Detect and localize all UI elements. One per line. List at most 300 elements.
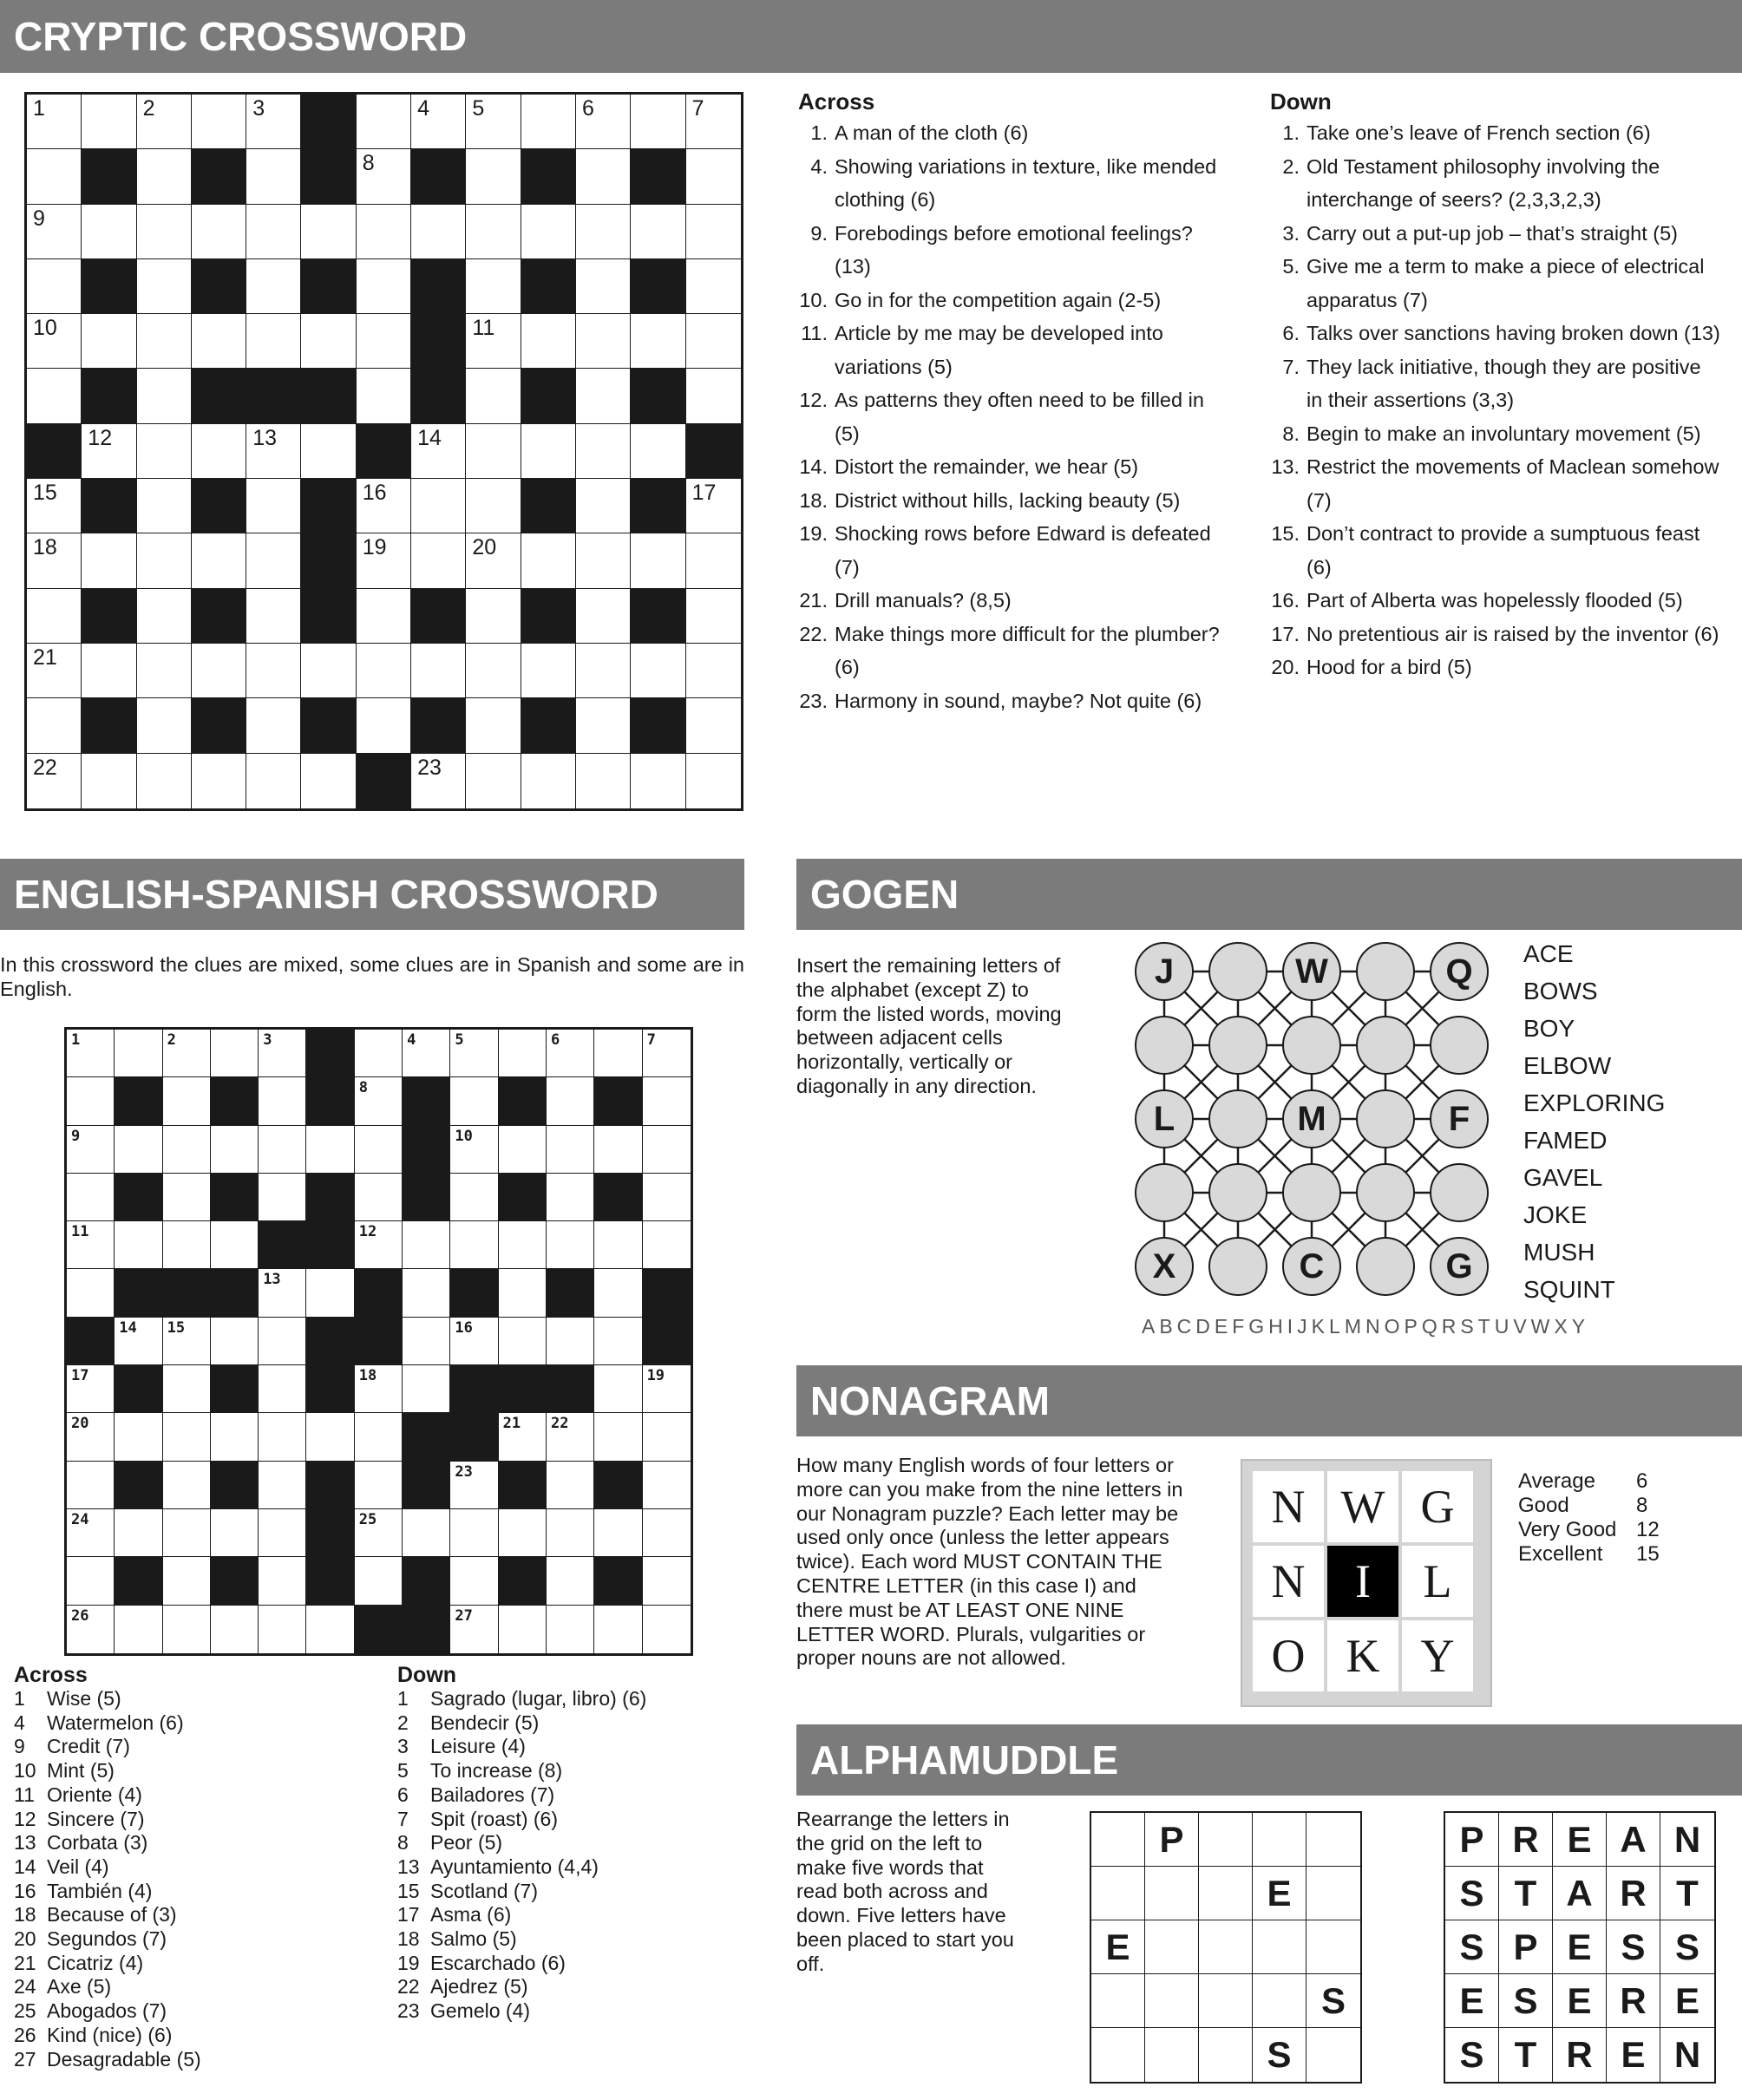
gogen-empty-node[interactable] — [1282, 1016, 1341, 1075]
cryptic-cell[interactable] — [246, 589, 301, 644]
es-cell[interactable] — [115, 1606, 162, 1653]
es-cell[interactable] — [594, 1413, 642, 1461]
cryptic-cell[interactable] — [137, 644, 192, 698]
es-cell[interactable] — [67, 1126, 115, 1174]
es-cell[interactable] — [594, 1509, 642, 1557]
es-cell[interactable] — [163, 1462, 211, 1509]
cryptic-cell[interactable] — [631, 533, 685, 588]
es-cell[interactable] — [67, 1509, 115, 1557]
cryptic-cell-number: 14 — [417, 425, 442, 450]
cryptic-cell[interactable] — [521, 424, 576, 479]
cryptic-cell[interactable] — [466, 589, 521, 644]
es-cell[interactable] — [643, 1077, 691, 1125]
cryptic-cell[interactable] — [521, 644, 576, 698]
es-cell[interactable] — [211, 1221, 259, 1269]
gogen-empty-node[interactable] — [1282, 1163, 1341, 1222]
alphamuddle-puzzle-cell[interactable] — [1091, 1867, 1145, 1920]
gogen-empty-node[interactable] — [1430, 1163, 1489, 1222]
cryptic-cell[interactable] — [246, 314, 301, 369]
cryptic-cell[interactable] — [137, 314, 192, 369]
es-cell[interactable] — [499, 1221, 547, 1269]
alphamuddle-puzzle-cell[interactable] — [1253, 1920, 1306, 1974]
alphamuddle-puzzle-cell[interactable] — [1199, 1867, 1253, 1920]
cryptic-cell[interactable] — [82, 314, 136, 369]
cryptic-cell[interactable] — [137, 95, 192, 149]
es-cell[interactable] — [643, 1509, 691, 1557]
es-clue-number: 15 — [397, 1879, 420, 1902]
cryptic-cell[interactable] — [466, 149, 521, 204]
es-cell[interactable] — [355, 1126, 403, 1174]
es-cell[interactable] — [499, 1318, 547, 1365]
cryptic-cell[interactable] — [631, 754, 685, 808]
es-cell[interactable] — [450, 1557, 498, 1605]
cryptic-cell[interactable] — [82, 95, 136, 149]
alphamuddle-puzzle-cell[interactable] — [1145, 1920, 1199, 1974]
cryptic-cell[interactable] — [466, 95, 521, 149]
alphamuddle-puzzle-cell[interactable] — [1306, 1813, 1360, 1867]
cryptic-cell[interactable] — [192, 205, 246, 259]
es-cell[interactable] — [355, 1077, 403, 1125]
cryptic-cell[interactable] — [137, 754, 192, 808]
es-cell[interactable] — [355, 1221, 403, 1269]
cryptic-cell[interactable] — [411, 533, 466, 588]
cryptic-cell[interactable] — [192, 314, 246, 369]
gogen-empty-node[interactable] — [1135, 1016, 1194, 1075]
cryptic-cell[interactable] — [686, 754, 741, 808]
es-cell[interactable] — [115, 1413, 162, 1461]
cryptic-cell[interactable] — [137, 205, 192, 259]
cryptic-cell[interactable] — [357, 205, 411, 259]
es-cell[interactable] — [643, 1174, 691, 1221]
cryptic-cell[interactable] — [357, 698, 411, 753]
cryptic-cell[interactable] — [631, 314, 685, 369]
cryptic-cell[interactable] — [246, 698, 301, 753]
cryptic-cell[interactable] — [686, 644, 741, 698]
es-cell[interactable] — [163, 1030, 211, 1077]
es-cell[interactable] — [643, 1365, 691, 1413]
gogen-empty-node[interactable] — [1356, 1089, 1415, 1148]
english-spanish-intro: In this crossword the clues are mixed, some clues are in Spanish and some are in English. — [0, 953, 744, 1000]
es-cell[interactable] — [355, 1365, 403, 1413]
es-cell[interactable] — [211, 1413, 259, 1461]
cryptic-cell[interactable] — [686, 533, 741, 588]
es-cell[interactable] — [499, 1269, 547, 1317]
es-cell[interactable] — [259, 1077, 306, 1125]
cryptic-cell[interactable] — [192, 424, 246, 479]
es-cell-number: 19 — [646, 1367, 665, 1385]
alphamuddle-puzzle-cell[interactable] — [1091, 2028, 1145, 2082]
es-cell[interactable] — [163, 1077, 211, 1125]
es-cell[interactable] — [547, 1462, 594, 1509]
es-cell[interactable] — [643, 1030, 691, 1077]
cryptic-cell[interactable] — [466, 698, 521, 753]
es-cell[interactable] — [643, 1557, 691, 1605]
es-cell[interactable] — [163, 1413, 211, 1461]
es-cell[interactable] — [67, 1462, 115, 1509]
alphamuddle-puzzle-cell[interactable] — [1091, 1974, 1145, 2028]
cryptic-cell[interactable] — [27, 533, 82, 588]
cryptic-cell[interactable] — [576, 754, 631, 808]
cryptic-cell[interactable] — [246, 95, 301, 149]
es-cell[interactable] — [259, 1606, 306, 1653]
es-cell[interactable] — [67, 1077, 115, 1125]
es-cell[interactable] — [115, 1509, 162, 1557]
cryptic-cell[interactable] — [82, 533, 136, 588]
es-cell[interactable] — [306, 1413, 354, 1461]
cryptic-cell[interactable] — [411, 754, 466, 808]
cryptic-cell[interactable] — [357, 149, 411, 204]
gogen-empty-node[interactable] — [1135, 1163, 1194, 1222]
es-cell[interactable] — [403, 1365, 450, 1413]
gogen-empty-node[interactable] — [1356, 1237, 1415, 1296]
es-cell[interactable] — [403, 1221, 450, 1269]
cryptic-cell[interactable] — [137, 369, 192, 423]
cryptic-cell[interactable] — [576, 369, 631, 423]
es-cell[interactable] — [499, 1606, 547, 1653]
es-cell[interactable] — [643, 1413, 691, 1461]
cryptic-cell[interactable] — [357, 533, 411, 588]
cryptic-cell[interactable] — [27, 644, 82, 698]
cryptic-cell[interactable] — [246, 754, 301, 808]
cryptic-cell[interactable] — [411, 424, 466, 479]
cryptic-cell[interactable] — [631, 205, 685, 259]
cryptic-cell[interactable] — [686, 149, 741, 204]
cryptic-cell[interactable] — [192, 754, 246, 808]
cryptic-cell[interactable] — [137, 259, 192, 314]
cryptic-cell[interactable] — [576, 149, 631, 204]
es-cell[interactable] — [115, 1318, 162, 1365]
es-clue-text: Veil (4) — [47, 1855, 109, 1878]
es-cell[interactable] — [67, 1557, 115, 1605]
cryptic-cell[interactable] — [137, 479, 192, 533]
es-cell[interactable] — [163, 1557, 211, 1605]
cryptic-cell[interactable] — [411, 644, 466, 698]
es-cell[interactable] — [547, 1221, 594, 1269]
cryptic-cell[interactable] — [82, 205, 136, 259]
cryptic-cell[interactable] — [686, 698, 741, 753]
cryptic-cell[interactable] — [686, 314, 741, 369]
es-cell[interactable] — [67, 1365, 115, 1413]
cryptic-cell[interactable] — [466, 754, 521, 808]
es-cell[interactable] — [67, 1606, 115, 1653]
cryptic-cell[interactable] — [576, 205, 631, 259]
alphamuddle-puzzle-cell[interactable] — [1199, 1813, 1253, 1867]
es-cell[interactable] — [499, 1126, 547, 1174]
alphamuddle-letter-cell: R — [1607, 1867, 1660, 1920]
cryptic-cell[interactable] — [246, 533, 301, 588]
es-cell[interactable] — [450, 1509, 498, 1557]
cryptic-cell[interactable] — [357, 369, 411, 423]
es-cell[interactable] — [211, 1126, 259, 1174]
cryptic-cell[interactable] — [137, 589, 192, 644]
es-cell[interactable] — [67, 1269, 115, 1317]
cryptic-cell[interactable] — [301, 754, 356, 808]
es-cell[interactable] — [259, 1365, 306, 1413]
es-cell[interactable] — [547, 1030, 594, 1077]
alphamuddle-puzzle-cell[interactable] — [1253, 1813, 1306, 1867]
cryptic-cell[interactable] — [576, 314, 631, 369]
cryptic-cell[interactable] — [521, 314, 576, 369]
cryptic-cell[interactable] — [686, 205, 741, 259]
es-cell[interactable] — [115, 1030, 162, 1077]
es-cell-number: 20 — [71, 1415, 89, 1433]
es-cell[interactable] — [450, 1030, 498, 1077]
es-cell[interactable] — [163, 1174, 211, 1221]
es-cell[interactable] — [67, 1030, 115, 1077]
cryptic-cell[interactable] — [246, 479, 301, 533]
es-cell[interactable] — [547, 1413, 594, 1461]
es-cell[interactable] — [547, 1126, 594, 1174]
es-cell[interactable] — [259, 1174, 306, 1221]
cryptic-cell[interactable] — [301, 424, 356, 479]
es-cell[interactable] — [450, 1462, 498, 1509]
es-cell[interactable] — [547, 1557, 594, 1605]
cryptic-cell[interactable] — [301, 644, 356, 698]
gogen-empty-node[interactable] — [1208, 1016, 1267, 1075]
es-cell[interactable] — [547, 1318, 594, 1365]
es-cell[interactable] — [643, 1462, 691, 1509]
cryptic-cell[interactable] — [27, 259, 82, 314]
cryptic-cell[interactable] — [466, 533, 521, 588]
cryptic-cell[interactable] — [411, 95, 466, 149]
es-cell[interactable] — [259, 1030, 306, 1077]
es-cell[interactable] — [163, 1365, 211, 1413]
cryptic-cell[interactable] — [27, 369, 82, 423]
es-cell[interactable] — [259, 1462, 306, 1509]
es-cell[interactable] — [259, 1509, 306, 1557]
es-cell[interactable] — [547, 1606, 594, 1653]
alphamuddle-puzzle-cell[interactable] — [1145, 1867, 1199, 1920]
gogen-title: GOGEN — [810, 872, 959, 917]
cryptic-cell[interactable] — [357, 589, 411, 644]
es-black-cell — [355, 1606, 403, 1653]
es-cell[interactable] — [355, 1509, 403, 1557]
cryptic-cell[interactable] — [521, 533, 576, 588]
cryptic-cell[interactable] — [411, 205, 466, 259]
cryptic-cell[interactable] — [631, 95, 685, 149]
es-cell[interactable] — [547, 1509, 594, 1557]
es-cell[interactable] — [355, 1557, 403, 1605]
clue-item — [798, 383, 1232, 450]
es-cell[interactable] — [450, 1606, 498, 1653]
es-cell[interactable] — [211, 1509, 259, 1557]
es-cell[interactable] — [643, 1606, 691, 1653]
cryptic-cell[interactable] — [27, 95, 82, 149]
cryptic-cell[interactable] — [246, 644, 301, 698]
cryptic-cell[interactable] — [246, 205, 301, 259]
es-cell[interactable] — [259, 1413, 306, 1461]
cryptic-cell[interactable] — [631, 424, 685, 479]
cryptic-cell[interactable] — [192, 644, 246, 698]
es-cell[interactable] — [259, 1126, 306, 1174]
cryptic-cell[interactable] — [686, 95, 741, 149]
cryptic-cell[interactable] — [576, 259, 631, 314]
es-cell[interactable] — [594, 1606, 642, 1653]
cryptic-cell[interactable] — [631, 644, 685, 698]
alphamuddle-puzzle-cell[interactable] — [1306, 2028, 1360, 2082]
cryptic-cell[interactable] — [576, 424, 631, 479]
cryptic-cell[interactable] — [137, 533, 192, 588]
cryptic-cell[interactable] — [576, 479, 631, 533]
es-cell[interactable] — [211, 1606, 259, 1653]
cryptic-cell[interactable] — [27, 149, 82, 204]
cryptic-cell[interactable] — [27, 205, 82, 259]
cryptic-cell[interactable] — [82, 754, 136, 808]
es-cell[interactable] — [211, 1030, 259, 1077]
cryptic-cell[interactable] — [192, 95, 246, 149]
es-cell[interactable] — [403, 1269, 450, 1317]
es-black-cell — [306, 1077, 354, 1125]
es-cell[interactable] — [499, 1030, 547, 1077]
cryptic-cell[interactable] — [686, 259, 741, 314]
es-cell[interactable] — [67, 1413, 115, 1461]
gogen-empty-node[interactable] — [1356, 942, 1415, 1001]
alphamuddle-puzzle-cell[interactable] — [1145, 1974, 1199, 2028]
es-cell[interactable] — [547, 1174, 594, 1221]
cryptic-cell[interactable] — [466, 424, 521, 479]
es-cell[interactable] — [499, 1509, 547, 1557]
es-cell[interactable] — [594, 1365, 642, 1413]
es-cell[interactable] — [403, 1030, 450, 1077]
es-cell[interactable] — [594, 1126, 642, 1174]
gogen-empty-node[interactable] — [1208, 1237, 1267, 1296]
es-cell[interactable] — [594, 1269, 642, 1317]
cryptic-cell[interactable] — [521, 205, 576, 259]
alphamuddle-puzzle-cell[interactable] — [1091, 1813, 1145, 1867]
es-cell[interactable] — [403, 1509, 450, 1557]
es-cell[interactable] — [450, 1077, 498, 1125]
cryptic-cell[interactable] — [466, 644, 521, 698]
cryptic-cell[interactable] — [192, 533, 246, 588]
cryptic-cell[interactable] — [686, 369, 741, 423]
cryptic-cell[interactable] — [686, 479, 741, 533]
cryptic-cell[interactable] — [466, 259, 521, 314]
alphamuddle-puzzle-cell[interactable] — [1199, 2028, 1253, 2082]
cryptic-cell[interactable] — [357, 314, 411, 369]
alphamuddle-puzzle-cell[interactable] — [1306, 1867, 1360, 1920]
cryptic-black-cell — [27, 424, 82, 479]
es-cell[interactable] — [115, 1126, 162, 1174]
es-cell[interactable] — [355, 1030, 403, 1077]
es-cell[interactable] — [499, 1413, 547, 1461]
es-cell[interactable] — [163, 1509, 211, 1557]
es-clue-item — [14, 1903, 378, 1927]
cryptic-cell[interactable] — [357, 259, 411, 314]
cryptic-cell[interactable] — [466, 369, 521, 423]
es-cell[interactable] — [259, 1269, 306, 1317]
cryptic-cell[interactable] — [301, 314, 356, 369]
es-black-cell — [403, 1606, 450, 1653]
gogen-empty-node[interactable] — [1208, 1163, 1267, 1222]
cryptic-cell[interactable] — [27, 754, 82, 808]
es-cell[interactable] — [450, 1174, 498, 1221]
cryptic-cell[interactable] — [137, 424, 192, 479]
cryptic-cell[interactable] — [82, 644, 136, 698]
cryptic-cell[interactable] — [466, 205, 521, 259]
es-cell[interactable] — [163, 1606, 211, 1653]
cryptic-cell[interactable] — [301, 205, 356, 259]
es-cell[interactable] — [259, 1557, 306, 1605]
es-cell[interactable] — [355, 1413, 403, 1461]
cryptic-cell[interactable] — [82, 424, 136, 479]
es-cell[interactable] — [594, 1318, 642, 1365]
es-cell[interactable] — [67, 1221, 115, 1269]
cryptic-cell[interactable] — [576, 644, 631, 698]
es-cell[interactable] — [450, 1318, 498, 1365]
es-cell[interactable] — [355, 1462, 403, 1509]
es-cell[interactable] — [643, 1126, 691, 1174]
alphamuddle-puzzle-cell[interactable] — [1306, 1920, 1360, 1974]
cryptic-cell[interactable] — [521, 754, 576, 808]
cryptic-cell[interactable] — [137, 698, 192, 753]
es-cell[interactable] — [643, 1221, 691, 1269]
gogen-word: EXPLORING — [1523, 1089, 1666, 1116]
cryptic-cell[interactable] — [411, 479, 466, 533]
alphamuddle-puzzle-cell[interactable] — [1253, 1974, 1306, 2028]
cryptic-cell-number: 22 — [33, 755, 57, 780]
es-cell[interactable] — [403, 1318, 450, 1365]
es-cell[interactable] — [450, 1221, 498, 1269]
cryptic-cell[interactable] — [246, 149, 301, 204]
cryptic-cell[interactable] — [466, 314, 521, 369]
gogen-empty-node[interactable] — [1208, 1089, 1267, 1148]
es-cell[interactable] — [594, 1221, 642, 1269]
cryptic-cell[interactable] — [27, 589, 82, 644]
cryptic-cell[interactable] — [137, 149, 192, 204]
cryptic-cell[interactable] — [27, 698, 82, 753]
cryptic-cell[interactable] — [357, 479, 411, 533]
alphamuddle-puzzle-cell[interactable] — [1145, 2028, 1199, 2082]
cryptic-cell[interactable] — [576, 698, 631, 753]
cryptic-cell[interactable] — [466, 479, 521, 533]
cryptic-cell[interactable] — [357, 95, 411, 149]
gogen-empty-node[interactable] — [1356, 1016, 1415, 1075]
es-cell[interactable] — [355, 1174, 403, 1221]
gogen-word: BOY — [1523, 1015, 1575, 1042]
es-cell[interactable] — [259, 1318, 306, 1365]
cryptic-cell[interactable] — [27, 314, 82, 369]
alphamuddle-puzzle-cell[interactable] — [1199, 1920, 1253, 1974]
cryptic-cell[interactable] — [576, 95, 631, 149]
es-cell[interactable] — [163, 1318, 211, 1365]
cryptic-black-cell — [686, 424, 741, 479]
es-cell[interactable] — [211, 1318, 259, 1365]
cryptic-cell[interactable] — [246, 424, 301, 479]
es-cell[interactable] — [450, 1126, 498, 1174]
cryptic-cell[interactable] — [576, 533, 631, 588]
cryptic-cell[interactable] — [357, 644, 411, 698]
es-cell[interactable] — [547, 1077, 594, 1125]
es-cell[interactable] — [306, 1126, 354, 1174]
gogen-empty-node[interactable] — [1356, 1163, 1415, 1222]
es-cell[interactable] — [594, 1030, 642, 1077]
es-cell[interactable] — [306, 1606, 354, 1653]
cryptic-cell[interactable] — [521, 95, 576, 149]
cryptic-cell[interactable] — [27, 479, 82, 533]
gogen-empty-node[interactable] — [1208, 942, 1267, 1001]
es-cell[interactable] — [67, 1174, 115, 1221]
cryptic-cell[interactable] — [246, 259, 301, 314]
cryptic-cell[interactable] — [686, 589, 741, 644]
cryptic-black-cell — [301, 589, 356, 644]
es-cell[interactable] — [306, 1269, 354, 1317]
es-cell[interactable] — [115, 1221, 162, 1269]
es-cell[interactable] — [163, 1221, 211, 1269]
alphamuddle-puzzle-cell[interactable] — [1199, 1974, 1253, 2028]
es-cell[interactable] — [163, 1126, 211, 1174]
gogen-empty-node[interactable] — [1430, 1016, 1489, 1075]
cryptic-cell[interactable] — [576, 589, 631, 644]
